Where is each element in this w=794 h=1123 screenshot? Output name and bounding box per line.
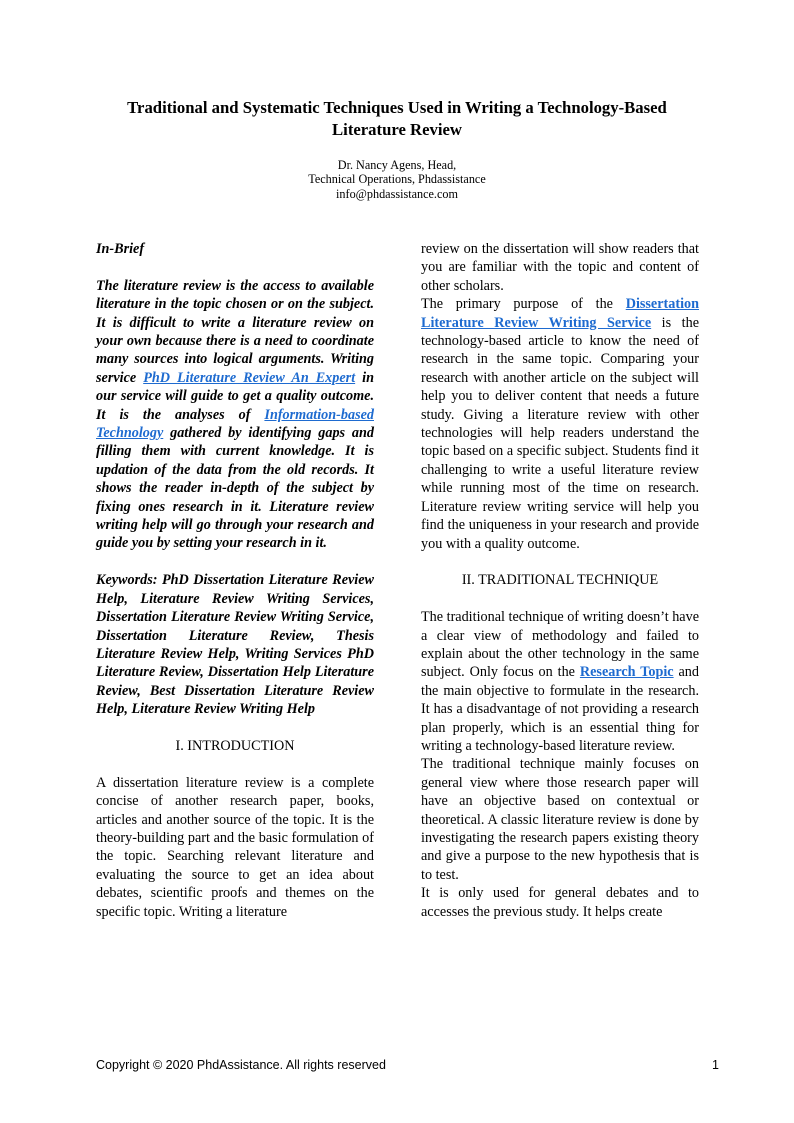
author-block	[200, 158, 594, 201]
page-number: 1	[712, 1058, 719, 1072]
brief-text-2: in our service will guide to get a quality outcome. It is the analyses of	[96, 369, 374, 423]
purpose-text-b: is the technology-based article to know the need of research in the same topic. Comparing your research with another article on the subject will help you to deliver content that needs a future study. Giving a literature review with other technologies will help readers understand the topic based on a specific subject. Students find it challenging to write a useful literature review while running most of the time on research. Literature review writing service will help you find the uniqueness in your research and provide you with a quality outcome.	[421, 314, 700, 552]
author-name: Dr. Nancy Agens, Head,	[337, 158, 457, 172]
dissertation-review-service-link[interactable]: Dissertation Literature Review Writing Service	[421, 296, 699, 331]
author-email: info@phdassistance.com	[336, 186, 458, 201]
purpose-paragraph	[421, 295, 699, 553]
research-topic-link[interactable]: Research Topic	[579, 664, 674, 681]
traditional-text-a: The traditional technique of writing doesn’t have a clear view of methodology and failed to explain about the other technology in the same subject. Only focus on the	[421, 609, 699, 681]
page-title: Traditional and Systematic Techniques Used in Writing a Technology-Based Literature Review	[127, 98, 667, 139]
footer-copyright: Copyright © 2020 PhdAssistance. All rights reserved	[96, 1058, 386, 1072]
introduction-heading: I. INTRODUCTION	[175, 737, 295, 754]
information-based-technology-link[interactable]: Information-based Technology	[96, 406, 374, 442]
brief-heading: In-Brief	[96, 241, 145, 257]
traditional-technique-heading: II. TRADITIONAL TECHNIQUE	[461, 572, 659, 589]
brief-paragraph	[96, 277, 374, 553]
author-affiliation: Technical Operations, Phdassistance	[308, 172, 486, 187]
left-column	[96, 240, 374, 921]
brief-text-3: gathered by identifying gaps and filling them with current knowledge. It is updation of the data from the old records. It shows the reader in-depth of the subject by fixing ones research in it. Literature review writing help will go through your research and guide you by setting your research in it.	[96, 425, 374, 552]
introduction-paragraph: A dissertation literature review is a complete concise of another research paper, books, articles and another source of the topic. It is the theory-building part and the basic formulation of the topic. Searching relevant literature and evaluating the source to get an idea about debates, scientific proofs and themes on the specific topic. Writing a literature	[96, 774, 374, 920]
phd-literature-review-link[interactable]: PhD Literature Review An Expert	[143, 369, 356, 386]
traditional-text-b: and the main objective to formulate in the research. It has a disadvantage of not providing a research plan properly, which is an essential thing for writing a technology-based literature review.	[421, 664, 699, 754]
traditional-paragraph-3: It is only used for general debates and to accesses the previous study. It helps create	[421, 885, 699, 920]
right-column	[421, 240, 699, 921]
traditional-paragraph-1	[421, 608, 699, 755]
keywords-paragraph: Keywords: PhD Dissertation Literature Review Help, Literature Review Writing Services, Dissertation Literature Review Writing Service, Dissertation Literature Review, Thesis Literature Review Help, Writing Services PhD Literature Review, Dissertation Help Literature Review, Best Dissertation Literature Review Help, Literature Review Writing Help	[96, 572, 374, 718]
purpose-text-a: The primary purpose of the	[421, 296, 626, 313]
introduction-continued-paragraph: review on the dissertation will show readers that you are familiar with the topic and content of other scholars.	[421, 241, 699, 294]
traditional-paragraph-2: The traditional technique mainly focuses on general view where those research paper will have an objective based on contextual or theoretical. A classic literature review is done by investigating the research papers existing theory and give a purpose to the new hypothesis that is to test.	[421, 756, 699, 883]
brief-text-1: The literature review is the access to available literature in the topic chosen or on the subject. It is difficult to write a literature review on your own because there is a need to coordinate many sources into logical arguments. Writing service	[96, 277, 374, 386]
